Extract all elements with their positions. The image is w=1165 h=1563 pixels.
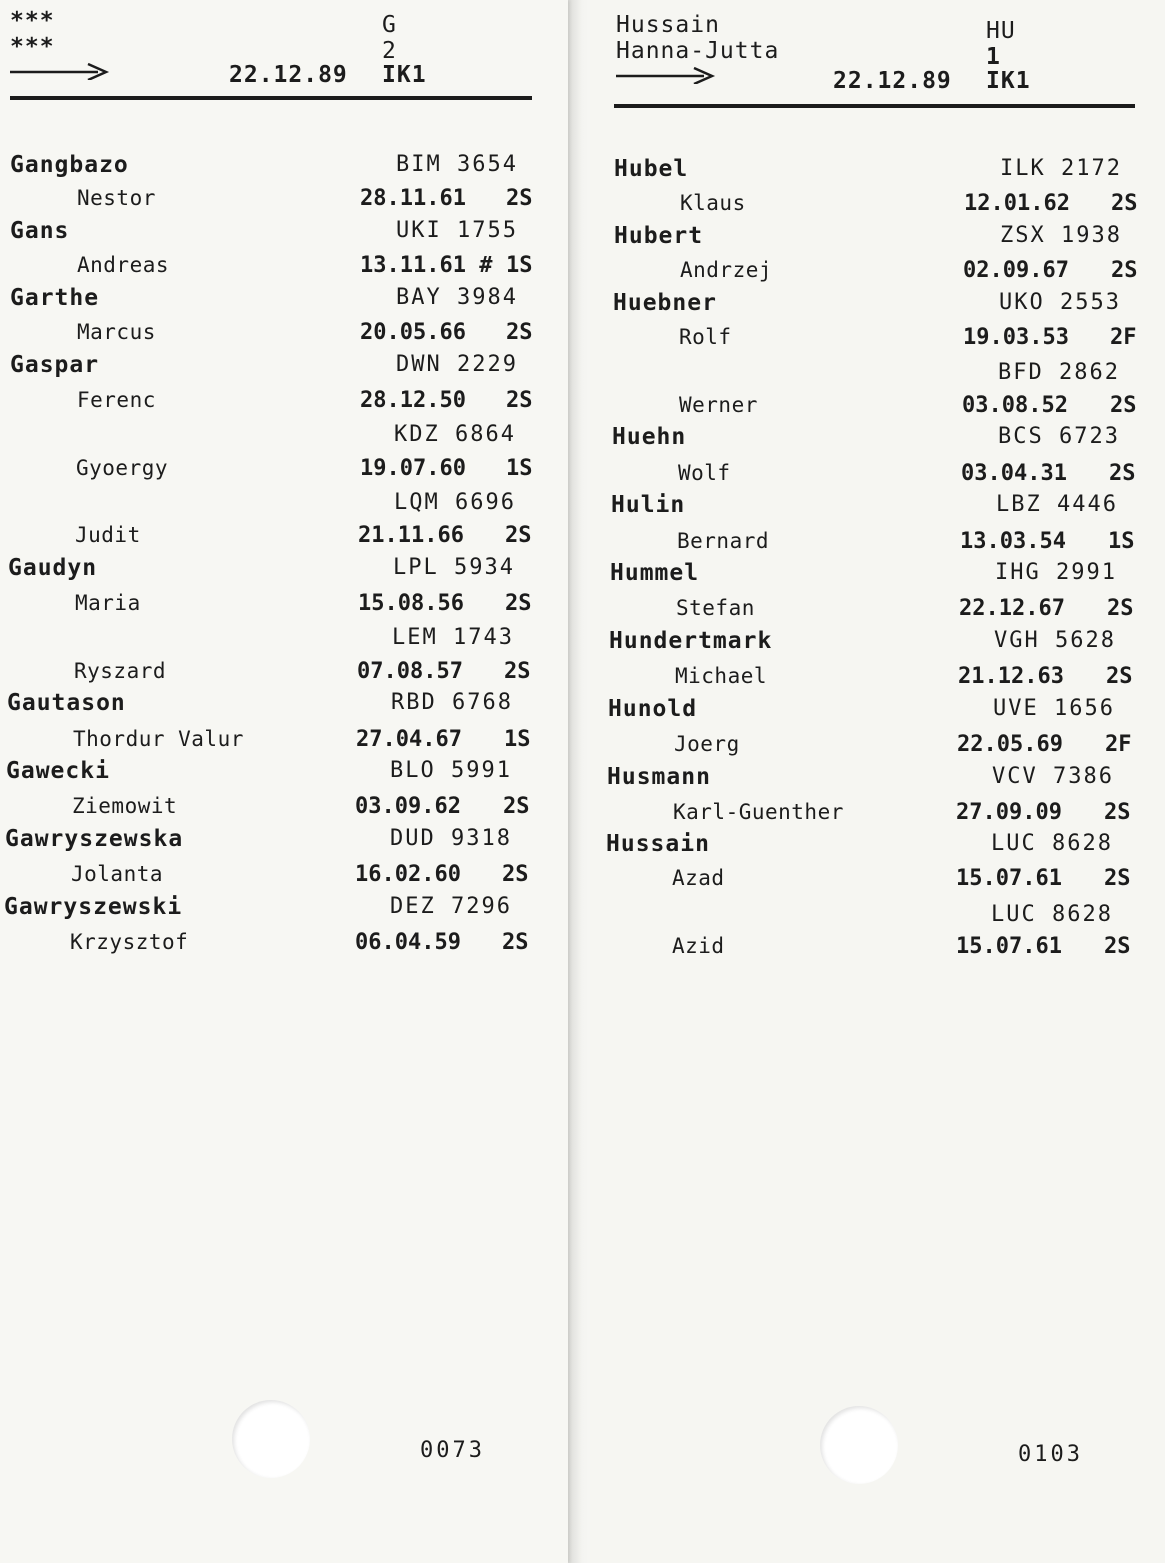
class-code: 2S — [504, 659, 531, 684]
list-item — [0, 826, 568, 860]
class-code: 2S — [1104, 866, 1131, 891]
page-number: 0073 — [420, 1438, 485, 1463]
list-item — [0, 659, 568, 693]
list-item — [0, 625, 568, 659]
surname: Gautason — [7, 690, 126, 716]
header-code: IK1 — [986, 68, 1031, 94]
punch-hole — [820, 1406, 898, 1484]
birth-date: 28.11.61 — [360, 186, 466, 211]
list-item — [590, 628, 1165, 662]
surname: Gawecki — [6, 758, 110, 784]
given-name: Werner — [679, 393, 758, 417]
list-item — [0, 152, 568, 186]
given-name: Michael — [675, 664, 768, 688]
birth-date: 22.05.69 — [957, 732, 1063, 757]
given-name: Rolf — [679, 325, 732, 349]
birth-date: 27.09.09 — [956, 800, 1062, 825]
birth-date: 21.12.63 — [958, 664, 1064, 689]
given-name: Klaus — [680, 191, 746, 215]
given-name: Andreas — [77, 253, 170, 277]
list-item — [0, 727, 568, 761]
arrow-right-icon — [10, 60, 110, 80]
id-code: UKI 1755 — [396, 218, 518, 243]
list-item — [0, 894, 568, 928]
given-name: Andrzej — [680, 258, 773, 282]
list-item — [590, 664, 1165, 698]
class-code: 2S — [1109, 461, 1136, 486]
id-code: LPL 5934 — [393, 555, 515, 580]
header-sheet: 2 — [382, 38, 397, 64]
given-name: Thordur Valur — [73, 727, 244, 751]
given-name: Wolf — [678, 461, 731, 485]
list-item — [590, 223, 1165, 257]
list-item — [590, 360, 1165, 394]
id-code: LUC 8628 — [991, 902, 1113, 927]
birth-date: 27.04.67 — [356, 727, 462, 752]
id-code: BIM 3654 — [396, 152, 518, 177]
class-code: 2S — [1111, 191, 1138, 216]
given-name: Gyoergy — [76, 456, 169, 480]
list-item — [0, 422, 568, 456]
list-item — [0, 794, 568, 828]
birth-date: 07.08.57 — [357, 659, 463, 684]
list-item — [0, 591, 568, 625]
birth-date: 20.05.66 — [360, 320, 466, 345]
id-code: VCV 7386 — [992, 764, 1114, 789]
list-item — [0, 456, 568, 490]
header-code: IK1 — [382, 62, 427, 88]
given-name: Maria — [75, 591, 141, 615]
surname: Hubert — [614, 223, 704, 249]
class-code: 2S — [1111, 258, 1138, 283]
id-code: BLO 5991 — [390, 758, 512, 783]
birth-date: 06.04.59 — [355, 930, 461, 955]
id-code: DEZ 7296 — [390, 894, 512, 919]
class-code: 2S — [1106, 664, 1133, 689]
surname: Hussain — [606, 831, 710, 857]
list-item — [0, 218, 568, 252]
header-sheet: 1 — [986, 44, 1001, 70]
list-item — [590, 764, 1165, 798]
right-card — [590, 0, 1165, 1563]
class-code: 2F — [1105, 732, 1132, 757]
header-date: 22.12.89 — [229, 62, 348, 88]
class-code: 2S — [506, 388, 533, 413]
header-date: 22.12.89 — [833, 68, 952, 94]
header-letter: G — [382, 12, 397, 38]
list-item — [590, 831, 1165, 865]
list-item — [590, 800, 1165, 834]
class-code: 2S — [505, 591, 532, 616]
list-item — [0, 285, 568, 319]
given-name: Azad — [672, 866, 725, 890]
surname: Gaspar — [10, 352, 100, 378]
class-code: 2S — [1107, 596, 1134, 621]
given-name: Judit — [75, 523, 141, 547]
list-item — [590, 258, 1165, 292]
header-name-line2: Hanna-Jutta — [616, 38, 780, 64]
list-item — [590, 529, 1165, 563]
class-code: 2F — [1110, 325, 1137, 350]
id-code: LUC 8628 — [991, 831, 1113, 856]
list-item — [0, 388, 568, 422]
list-item — [590, 732, 1165, 766]
id-code: BFD 2862 — [998, 360, 1120, 385]
header-letter: HU — [986, 18, 1016, 44]
header-name-line1: *** — [10, 8, 55, 34]
class-code: 2S — [1104, 800, 1131, 825]
list-item — [590, 191, 1165, 225]
list-item — [590, 696, 1165, 730]
birth-date: 16.02.60 — [355, 862, 461, 887]
class-code: 1S — [506, 456, 533, 481]
list-item — [0, 862, 568, 896]
surname: Hulin — [611, 492, 686, 518]
class-code: 2S — [502, 930, 529, 955]
birth-date: 19.07.60 — [360, 456, 466, 481]
surname: Garthe — [10, 285, 100, 311]
given-name: Ziemowit — [72, 794, 178, 818]
birth-date: 03.09.62 — [355, 794, 461, 819]
header-name-line2: *** — [10, 34, 55, 60]
list-item — [0, 253, 568, 287]
birth-date: 15.07.61 — [956, 934, 1062, 959]
birth-date: 28.12.50 — [360, 388, 466, 413]
surname: Hummel — [610, 560, 700, 586]
list-item — [590, 934, 1165, 968]
given-name: Marcus — [77, 320, 156, 344]
id-code: ILK 2172 — [1000, 156, 1122, 181]
class-code: 2S — [502, 862, 529, 887]
list-item — [0, 758, 568, 792]
birth-date: 03.08.52 — [962, 393, 1068, 418]
given-name: Ryszard — [74, 659, 167, 683]
list-item — [0, 690, 568, 724]
list-item — [590, 902, 1165, 936]
class-code: 2S — [1110, 393, 1137, 418]
id-code: LEM 1743 — [392, 625, 514, 650]
birth-date: 15.07.61 — [956, 866, 1062, 891]
class-code: 2S — [505, 523, 532, 548]
id-code: LQM 6696 — [394, 490, 516, 515]
list-item — [590, 424, 1165, 458]
arrow-right-icon — [616, 64, 716, 84]
given-name: Stefan — [676, 596, 755, 620]
list-item — [590, 866, 1165, 900]
surname: Hubel — [614, 156, 689, 182]
list-item — [590, 325, 1165, 359]
list-item — [0, 352, 568, 386]
surname: Huehn — [612, 424, 687, 450]
id-code: VGH 5628 — [994, 628, 1116, 653]
header-name-line1: Hussain — [616, 12, 720, 38]
list-item — [590, 290, 1165, 324]
list-item — [0, 320, 568, 354]
id-code: BAY 3984 — [396, 285, 518, 310]
left-card — [0, 0, 568, 1563]
given-name: Jolanta — [71, 862, 164, 886]
page-number: 0103 — [1018, 1442, 1083, 1467]
surname: Gangbazo — [10, 152, 129, 178]
surname: Husmann — [607, 764, 711, 790]
surname: Hundertmark — [609, 628, 773, 654]
class-code: 1S — [1108, 529, 1135, 554]
punch-hole — [232, 1400, 310, 1478]
list-item — [0, 555, 568, 589]
surname: Hunold — [608, 696, 698, 722]
id-code: BCS 6723 — [998, 424, 1120, 449]
class-code: 2S — [503, 794, 530, 819]
list-item — [590, 156, 1165, 190]
given-name: Bernard — [677, 529, 770, 553]
id-code: ZSX 1938 — [1000, 223, 1122, 248]
class-code: 1S — [504, 727, 531, 752]
birth-date: 21.11.66 — [358, 523, 464, 548]
id-code: IHG 2991 — [995, 560, 1117, 585]
id-code: DUD 9318 — [390, 826, 512, 851]
birth-date: 13.11.61 # — [360, 253, 493, 278]
birth-date: 03.04.31 — [961, 461, 1067, 486]
id-code: RBD 6768 — [391, 690, 513, 715]
birth-date: 12.01.62 — [964, 191, 1070, 216]
class-code: 2S — [1104, 934, 1131, 959]
birth-date: 02.09.67 — [963, 258, 1069, 283]
list-item — [0, 186, 568, 220]
given-name: Joerg — [674, 732, 740, 756]
given-name: Karl-Guenther — [673, 800, 844, 824]
id-code: UVE 1656 — [993, 696, 1115, 721]
given-name: Nestor — [77, 186, 156, 210]
surname: Huebner — [613, 290, 717, 316]
birth-date: 19.03.53 — [963, 325, 1069, 350]
list-item — [0, 490, 568, 524]
birth-date: 13.03.54 — [960, 529, 1066, 554]
list-item — [590, 560, 1165, 594]
id-code: UKO 2553 — [999, 290, 1121, 315]
id-code: DWN 2229 — [396, 352, 518, 377]
list-item — [590, 492, 1165, 526]
list-item — [0, 930, 568, 964]
class-code: 2S — [506, 320, 533, 345]
id-code: KDZ 6864 — [394, 422, 516, 447]
class-code: 1S — [506, 253, 533, 278]
header-rule — [10, 96, 532, 100]
surname: Gaudyn — [8, 555, 98, 581]
id-code: LBZ 4446 — [996, 492, 1118, 517]
given-name: Krzysztof — [70, 930, 189, 954]
list-item — [0, 523, 568, 557]
list-item — [590, 596, 1165, 630]
surname: Gans — [10, 218, 70, 244]
birth-date: 22.12.67 — [959, 596, 1065, 621]
list-item — [590, 461, 1165, 495]
list-item — [590, 393, 1165, 427]
given-name: Azid — [672, 934, 725, 958]
birth-date: 15.08.56 — [358, 591, 464, 616]
given-name: Ferenc — [77, 388, 156, 412]
surname: Gawryszewski — [4, 894, 183, 920]
surname: Gawryszewska — [5, 826, 184, 852]
class-code: 2S — [506, 186, 533, 211]
header-rule — [614, 104, 1135, 108]
